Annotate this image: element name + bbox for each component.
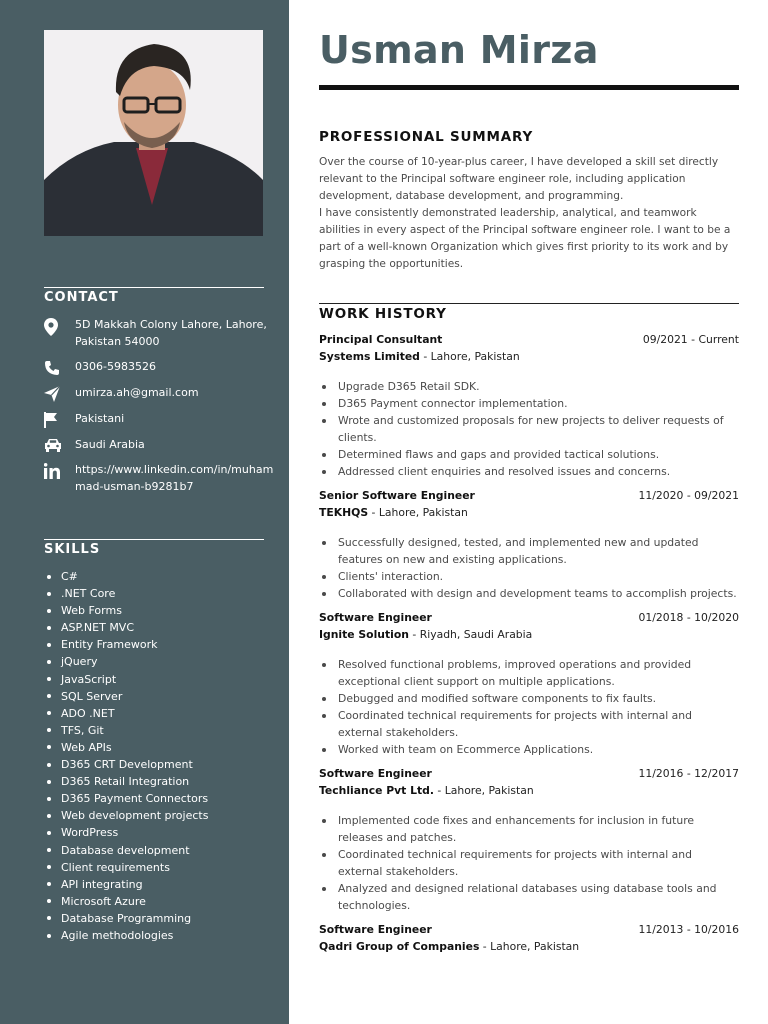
- skill-item: [44, 722, 208, 739]
- job-location: - Lahore, Pakistan: [433, 784, 534, 797]
- job-company-line: [319, 626, 739, 643]
- skill-label: ASP.NET MVC: [61, 621, 135, 635]
- bullet-icon: [47, 780, 51, 784]
- skill-label: .NET Core: [61, 587, 116, 601]
- bullet-icon: [47, 831, 51, 835]
- job-entry: [319, 487, 739, 602]
- sidebar: [0, 0, 289, 1024]
- company-name: Qadri Group of Companies: [319, 940, 480, 953]
- skill-item: [44, 739, 208, 756]
- bullet-icon: [47, 626, 51, 630]
- skill-item: [44, 927, 208, 944]
- contact-linkedin: [44, 461, 276, 495]
- job-location: - Lahore, Pakistan: [368, 506, 468, 519]
- bullet-icon: [47, 745, 51, 749]
- contact-linkedin-text[interactable]: https://www.linkedin.com/in/muhammad-usman-b9281b7: [75, 463, 274, 493]
- skill-item: [44, 876, 208, 893]
- contact-location: [44, 436, 276, 453]
- skill-item: [44, 585, 208, 602]
- job-title: Senior Software Engineer: [319, 489, 475, 502]
- job-company-line: [319, 782, 739, 799]
- skills-list: [44, 568, 208, 944]
- skill-label: Database development: [61, 843, 190, 857]
- work-history-list: [319, 331, 739, 962]
- contact-list: [44, 316, 276, 503]
- contact-address: [44, 316, 276, 350]
- skill-item: [44, 653, 208, 670]
- job-bullet-text: D365 Payment connector implementation.: [338, 397, 568, 410]
- job-bullet: [319, 463, 739, 480]
- skill-item: [44, 636, 208, 653]
- bullet-icon: [322, 385, 326, 389]
- bullet-icon: [47, 814, 51, 818]
- bullet-icon: [47, 711, 51, 715]
- job-header: [319, 765, 739, 782]
- job-bullet-text: Coordinated technical requirements for projects with internal and external stakeholders.: [338, 848, 692, 878]
- job-bullet-text: Coordinated technical requirements for projects with internal and external stakeholders.: [338, 709, 692, 739]
- job-bullet-text: Successfully designed, tested, and implemented new and updated features on new and existing applications.: [338, 536, 699, 566]
- job-bullet: [319, 656, 739, 690]
- bullet-icon: [47, 848, 51, 852]
- bullet-icon: [47, 643, 51, 647]
- skill-label: D365 CRT Development: [61, 758, 193, 772]
- skill-item: [44, 671, 208, 688]
- job-bullet-text: Resolved functional problems, improved operations and provided exceptional client support on multiple applications.: [338, 658, 692, 688]
- bullet-icon: [47, 865, 51, 869]
- contact-location-text: Saudi Arabia: [75, 438, 145, 451]
- skill-item: [44, 688, 208, 705]
- job-dates: 11/2020 - 09/2021: [638, 489, 739, 502]
- bullet-icon: [47, 882, 51, 886]
- job-bullet: [319, 690, 739, 707]
- skill-item: [44, 568, 208, 585]
- job-bullet: [319, 446, 739, 463]
- job-location: - Lahore, Pakistan: [479, 940, 580, 953]
- job-dates: 11/2013 - 10/2016: [638, 923, 739, 936]
- profile-photo: [44, 30, 263, 236]
- bullet-icon: [322, 541, 326, 545]
- skill-label: JavaScript: [61, 672, 117, 686]
- bullet-icon: [47, 660, 51, 664]
- name-underline: [319, 85, 739, 90]
- contact-heading: CONTACT: [44, 290, 119, 305]
- job-header: [319, 331, 739, 348]
- job-company-line: [319, 504, 739, 521]
- summary-paragraph-1: Over the course of 10-year-plus career, I have developed a skill set directly relevant to the Principal software engineer role, including application development, database development, and programming.: [319, 156, 719, 202]
- job-company-line: [319, 938, 739, 955]
- bullet-icon: [322, 402, 326, 406]
- skill-label: Agile methodologies: [61, 928, 174, 942]
- skill-label: C#: [61, 570, 78, 583]
- job-entry: [319, 921, 739, 955]
- skill-label: Web APIs: [61, 740, 112, 754]
- job-title: Software Engineer: [319, 611, 432, 624]
- bullet-icon: [47, 609, 51, 613]
- skill-label: D365 Retail Integration: [61, 775, 190, 789]
- skill-label: WordPress: [61, 826, 119, 840]
- bullet-icon: [47, 728, 51, 732]
- skill-item: [44, 619, 208, 636]
- skill-label: Entity Framework: [61, 638, 158, 652]
- job-entry: [319, 331, 739, 480]
- job-bullet: [319, 395, 739, 412]
- location-pin-icon: [44, 316, 75, 336]
- job-bullet-list: [319, 378, 739, 480]
- job-dates: 01/2018 - 10/2020: [638, 611, 739, 624]
- summary-paragraph-2: I have consistently demonstrated leadership, analytical, and teamwork abilities in every aspect of the Principal software engineer role. I want to be a part of a well-known Organization which gives first priority to its work and by grasping the opportunities.: [319, 207, 731, 270]
- skill-label: jQuery: [61, 655, 98, 669]
- job-bullet: [319, 378, 739, 395]
- job-bullet: [319, 568, 739, 585]
- job-location: - Riyadh, Saudi Arabia: [408, 628, 533, 641]
- skill-label: D365 Payment Connectors: [61, 792, 209, 806]
- contact-nationality: [44, 410, 276, 428]
- job-bullet-text: Debugged and modified software components to fix faults.: [338, 692, 657, 705]
- bullet-icon: [322, 453, 326, 457]
- skill-label: Database Programming: [61, 911, 192, 925]
- job-location: - Lahore, Pakistan: [419, 350, 520, 363]
- company-name: TEKHQS: [319, 506, 369, 519]
- job-bullet-text: Wrote and customized proposals for new projects to deliver requests of clients.: [338, 414, 724, 444]
- bullet-icon: [322, 748, 326, 752]
- job-bullet: [319, 534, 739, 568]
- flag-icon: [44, 410, 75, 428]
- send-icon: [44, 384, 75, 402]
- job-bullet-text: Addressed client enquiries and resolved issues and concerns.: [338, 465, 671, 478]
- summary-text: [319, 154, 734, 273]
- job-header: [319, 609, 739, 626]
- bullet-icon: [47, 575, 51, 579]
- skill-label: TFS, Git: [61, 723, 104, 737]
- job-bullet-list: [319, 656, 739, 758]
- skill-label: Web development projects: [61, 809, 209, 823]
- job-company-line: [319, 348, 739, 365]
- phone-icon: [44, 358, 75, 376]
- job-bullet-text: Worked with team on Ecommerce Applications.: [338, 743, 594, 756]
- contact-email-text[interactable]: umirza.ah@gmail.com: [75, 386, 199, 399]
- skill-item: [44, 705, 208, 722]
- job-bullet-text: Determined flaws and gaps and provided tactical solutions.: [338, 448, 660, 461]
- contact-phone-text[interactable]: 0306-5983526: [75, 360, 156, 373]
- skill-item: [44, 790, 208, 807]
- bullet-icon: [47, 763, 51, 767]
- skill-label: Client requirements: [61, 860, 170, 874]
- skill-item: [44, 602, 208, 619]
- linkedin-icon: [44, 461, 75, 479]
- skill-label: API integrating: [61, 877, 143, 891]
- job-bullet-list: [319, 534, 739, 602]
- skill-label: ADO .NET: [61, 706, 115, 720]
- bullet-icon: [47, 899, 51, 903]
- contact-nationality-text: Pakistani: [75, 412, 125, 425]
- job-entry: [319, 765, 739, 914]
- job-dates: 09/2021 - Current: [642, 333, 739, 346]
- company-name: Techliance Pvt Ltd.: [319, 784, 434, 797]
- company-name: Systems Limited: [319, 350, 420, 363]
- job-dates: 11/2016 - 12/2017: [638, 767, 739, 780]
- job-bullet: [319, 812, 739, 846]
- job-bullet-text: Clients' interaction.: [338, 570, 444, 583]
- job-bullet: [319, 585, 739, 602]
- candidate-name: Usman Mirza: [319, 28, 599, 72]
- job-bullet-text: Upgrade D365 Retail SDK.: [338, 380, 480, 393]
- bullet-icon: [47, 592, 51, 596]
- skill-label: Microsoft Azure: [61, 894, 146, 908]
- car-icon: [44, 436, 75, 452]
- job-header: [319, 487, 739, 504]
- bullet-icon: [322, 714, 326, 718]
- contact-email: [44, 384, 276, 402]
- bullet-icon: [322, 419, 326, 423]
- job-title: Software Engineer: [319, 923, 432, 936]
- skill-item: [44, 910, 208, 927]
- job-header: [319, 921, 739, 938]
- skill-item: [44, 859, 208, 876]
- job-bullet: [319, 846, 739, 880]
- job-bullet-text: Analyzed and designed relational databases using database tools and technologies.: [338, 882, 717, 912]
- skill-item: [44, 824, 208, 841]
- work-divider: [319, 303, 739, 304]
- job-bullet: [319, 741, 739, 758]
- bullet-icon: [47, 677, 51, 681]
- skill-item: [44, 756, 208, 773]
- bullet-icon: [322, 853, 326, 857]
- bullet-icon: [322, 887, 326, 891]
- bullet-icon: [322, 592, 326, 596]
- contact-address-text: 5D Makkah Colony Lahore, Lahore, Pakistan 54000: [75, 318, 267, 348]
- job-bullet: [319, 412, 739, 446]
- bullet-icon: [47, 934, 51, 938]
- skill-item: [44, 842, 208, 859]
- bullet-icon: [47, 797, 51, 801]
- skills-heading: SKILLS: [44, 542, 101, 557]
- work-heading: WORK HISTORY: [319, 306, 447, 322]
- job-title: Principal Consultant: [319, 333, 443, 346]
- job-bullet-text: Collaborated with design and development teams to accomplish projects.: [338, 587, 737, 600]
- skill-item: [44, 773, 208, 790]
- bullet-icon: [322, 697, 326, 701]
- bullet-icon: [322, 470, 326, 474]
- skill-label: SQL Server: [61, 689, 123, 703]
- company-name: Ignite Solution: [319, 628, 409, 641]
- skill-item: [44, 893, 208, 910]
- bullet-icon: [322, 819, 326, 823]
- summary-heading: PROFESSIONAL SUMMARY: [319, 129, 534, 145]
- contact-phone: [44, 358, 276, 376]
- job-bullet: [319, 880, 739, 914]
- skills-divider: [44, 539, 264, 540]
- contact-divider: [44, 287, 264, 288]
- skill-label: Web Forms: [61, 604, 122, 618]
- job-bullet-text: Implemented code fixes and enhancements for inclusion in future releases and patches.: [338, 814, 695, 844]
- bullet-icon: [322, 663, 326, 667]
- job-title: Software Engineer: [319, 767, 432, 780]
- bullet-icon: [47, 916, 51, 920]
- job-bullet: [319, 707, 739, 741]
- bullet-icon: [47, 694, 51, 698]
- job-bullet-list: [319, 812, 739, 914]
- job-entry: [319, 609, 739, 758]
- skill-item: [44, 807, 208, 824]
- bullet-icon: [322, 575, 326, 579]
